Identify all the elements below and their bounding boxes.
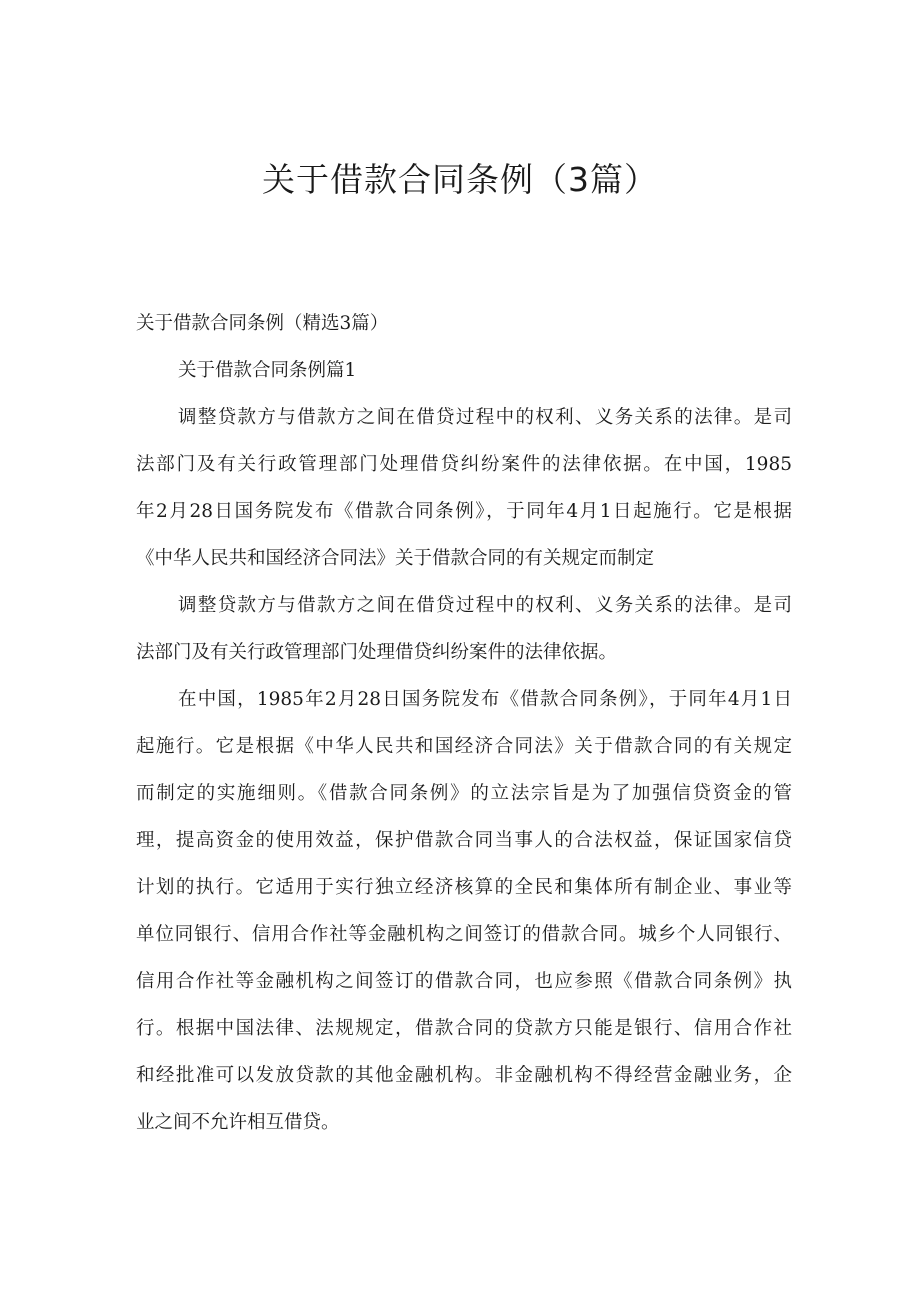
paragraph-line: 业之间不允许相互借贷。	[136, 1112, 340, 1133]
paragraph-line: 在中国，1985年2月28日国务院发布《借款合同条例》，于同年4月1日	[178, 689, 792, 710]
document-title: 关于借款合同条例（3篇）	[262, 160, 658, 199]
paragraph-line: 信用合作社等金融机构之间签订的借款合同，也应参照《借款合同条例》执	[136, 971, 792, 992]
paragraph-3	[136, 676, 792, 1146]
paragraph-line: 单位同银行、信用合作社等金融机构之间签订的借款合同。城乡个人同银行、	[136, 924, 792, 945]
paragraph-line: 《中华人民共和国经济合同法》关于借款合同的有关规定而制定	[136, 548, 655, 569]
paragraph-line: 和经批准可以发放贷款的其他金融机构。非金融机构不得经营金融业务，企	[136, 1065, 792, 1086]
paragraph-line: 而制定的实施细则。《借款合同条例》的立法宗旨是为了加强信贷资金的管	[136, 783, 792, 804]
document-body	[136, 300, 792, 1146]
paragraph-line: 调整贷款方与借款方之间在借贷过程中的权利、义务关系的法律。是司	[178, 595, 792, 616]
section-heading: 关于借款合同条例篇1	[178, 360, 357, 381]
paragraph-line: 计划的执行。它适用于实行独立经济核算的全民和集体所有制企业、事业等	[136, 877, 792, 898]
paragraph-line: 法部门及有关行政管理部门处理借贷纠纷案件的法律依据。在中国，1985	[136, 454, 792, 475]
paragraph-line: 法部门及有关行政管理部门处理借贷纠纷案件的法律依据。	[136, 642, 618, 663]
paragraph-line: 调整贷款方与借款方之间在借贷过程中的权利、义务关系的法律。是司	[178, 407, 792, 428]
paragraph-line: 年2月28日国务院发布《借款合同条例》，于同年4月1日起施行。它是根据	[136, 501, 792, 522]
paragraph-line: 理，提高资金的使用效益，保护借款合同当事人的合法权益，保证国家信贷	[136, 830, 792, 851]
document-subtitle: 关于借款合同条例（精选3篇）	[136, 313, 389, 334]
paragraph-2	[136, 582, 792, 676]
paragraph-line: 起施行。它是根据《中华人民共和国经济合同法》关于借款合同的有关规定	[136, 736, 792, 757]
paragraph-1	[136, 394, 792, 582]
paragraph-line: 行。根据中国法律、法规规定，借款合同的贷款方只能是银行、信用合作社	[136, 1018, 792, 1039]
